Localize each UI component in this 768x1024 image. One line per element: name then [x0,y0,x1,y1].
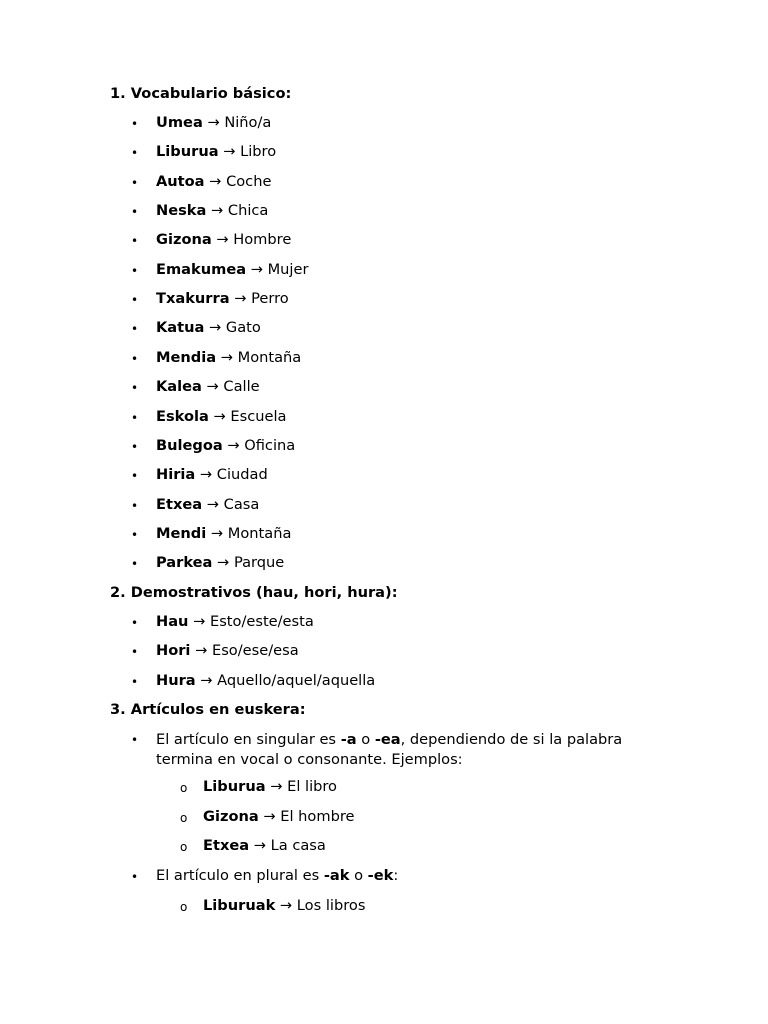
list-item [156,261,308,279]
list-item [156,349,301,367]
section-number: 2. [110,584,126,601]
list-item [156,672,375,690]
basque-term: Mendia [156,348,217,366]
arrow-icon: → [190,642,212,660]
basque-term: Hori [156,642,191,660]
spanish-translation: Calle [223,378,260,396]
arrow-icon: → [212,554,234,572]
list-item [156,114,271,132]
section-number: 1. [110,85,126,102]
arrow-icon: → [211,231,234,249]
spanish-translation: Parque [233,554,285,572]
bullet-icon: • [131,175,139,190]
arrow-icon: → [204,319,226,337]
suffix: -ak [323,867,350,884]
arrow-icon: → [204,172,227,190]
spanish-translation: Montaña [227,524,292,542]
bullet-icon: • [131,381,139,396]
text: El artículo en plural es [156,867,324,884]
basque-term: Hiria [156,466,196,484]
bullet-icon: • [131,498,139,513]
section-title: Artículos en euskera: [130,701,306,718]
basque-term: Hau [156,613,189,630]
spanish-translation: La casa [270,837,326,854]
basque-term: Kalea [156,378,202,396]
bullet-icon: • [131,293,139,308]
basque-term: Etxea [203,837,250,854]
bullet-icon: • [131,674,139,689]
suffix: -a [340,731,357,748]
spanish-translation: Perro [251,290,289,308]
basque-term: Gizona [156,231,212,249]
bullet-icon: • [131,146,139,161]
sub-bullet-icon: o [180,900,188,914]
basque-term: Liburua [156,143,219,161]
basque-term: Umea [156,114,203,131]
basque-term: Etxea [156,495,203,513]
list-item [156,496,259,514]
suffix: -ea [374,731,401,748]
list-item [156,202,268,220]
arrow-icon: → [201,378,224,396]
bullet-icon: • [131,263,139,278]
arrow-icon: → [246,260,268,278]
basque-term: Gizona [203,807,259,825]
bullet-icon: • [131,439,139,454]
bullet-icon: • [131,733,139,747]
spanish-translation: Los libros [296,897,366,914]
sub-bullet-icon: o [180,781,188,795]
spanish-translation: Aquello/aquel/aquella [217,671,376,689]
arrow-icon: → [208,407,231,425]
bullet-icon: • [131,205,139,220]
text: : [393,867,399,884]
basque-term: Parkea [156,554,213,572]
list-item [156,613,314,631]
spanish-translation: Hombre [233,231,292,249]
arrow-icon: → [258,807,281,825]
spanish-translation: Gato [225,319,261,337]
arrow-icon: → [249,837,271,854]
basque-term: Txakurra [156,290,230,308]
bullet-icon: • [131,616,139,630]
article-plural-text [156,867,398,885]
section-title: Vocabulario básico: [130,85,292,102]
section-heading [110,85,291,103]
list-item [156,231,291,249]
spanish-translation: Escuela [230,407,287,425]
basque-term: Mendi [156,524,207,542]
bullet-icon: • [131,351,139,366]
spanish-translation: Niño/a [224,114,272,131]
arrow-icon: → [202,495,224,513]
list-item [156,642,299,660]
bullet-icon: • [131,469,139,484]
list-item [156,378,260,396]
basque-term: Neska [156,202,207,220]
section-number: 3. [110,701,126,718]
list-item [203,837,326,855]
list-item [156,437,295,455]
list-item [156,173,271,191]
spanish-translation: Ciudad [216,466,268,484]
basque-term: Autoa [156,172,205,190]
article-singular-text [156,730,676,769]
bullet-icon: • [131,527,139,542]
spanish-translation: Esto/este/esta [209,613,314,630]
arrow-icon: → [229,290,252,308]
list-item [156,525,291,543]
arrow-icon: → [222,436,245,454]
bullet-icon: • [131,645,139,660]
section-heading [110,584,398,602]
spanish-translation: Casa [223,495,260,513]
arrow-icon: → [206,524,228,542]
spanish-translation: Mujer [267,260,309,278]
list-item [156,408,286,426]
list-item [156,554,284,572]
basque-term: Hura [156,671,196,689]
arrow-icon: → [195,671,218,689]
bullet-icon: • [131,322,139,337]
basque-term: Katua [156,319,205,337]
spanish-translation: Chica [227,202,269,220]
arrow-icon: → [188,613,210,630]
arrow-icon: → [202,114,225,131]
spanish-translation: Libro [240,143,277,161]
bullet-icon: • [131,870,139,884]
spanish-translation: Eso/ese/esa [211,642,299,660]
basque-term: Liburua [203,778,266,795]
section-heading [110,701,306,719]
list-item [203,778,337,796]
arrow-icon: → [206,202,228,220]
list-item [203,897,365,915]
spanish-translation: Oficina [244,436,296,454]
sub-bullet-icon: o [180,810,188,825]
basque-term: Bulegoa [156,436,223,454]
spanish-translation: Montaña [237,348,302,366]
basque-term: Liburuak [203,897,276,914]
bullet-icon: • [131,234,139,249]
bullet-icon: • [131,117,139,131]
text: El artículo en singular es [156,731,341,748]
arrow-icon: → [275,897,297,914]
text: o [356,731,375,748]
bullet-icon: • [131,410,139,425]
text: , dependiendo de si la palabra termina en vocal o consonante. Ejemplos: [156,731,623,768]
arrow-icon: → [265,778,288,795]
basque-term: Eskola [156,407,209,425]
sub-bullet-icon: o [180,840,188,854]
text: o [349,867,368,884]
spanish-translation: El hombre [280,807,355,825]
arrow-icon: → [195,466,217,484]
bullet-icon: • [131,557,139,572]
list-item [156,466,268,484]
section-title: Demostrativos (hau, hori, hura): [130,584,398,601]
basque-term: Emakumea [156,260,247,278]
spanish-translation: El libro [287,778,337,795]
list-item [203,808,355,826]
list-item [156,290,289,308]
spanish-translation: Coche [226,172,272,190]
list-item [156,143,276,161]
arrow-icon: → [218,143,241,161]
list-item [156,319,261,337]
suffix: -ek [367,867,394,884]
arrow-icon: → [216,348,238,366]
